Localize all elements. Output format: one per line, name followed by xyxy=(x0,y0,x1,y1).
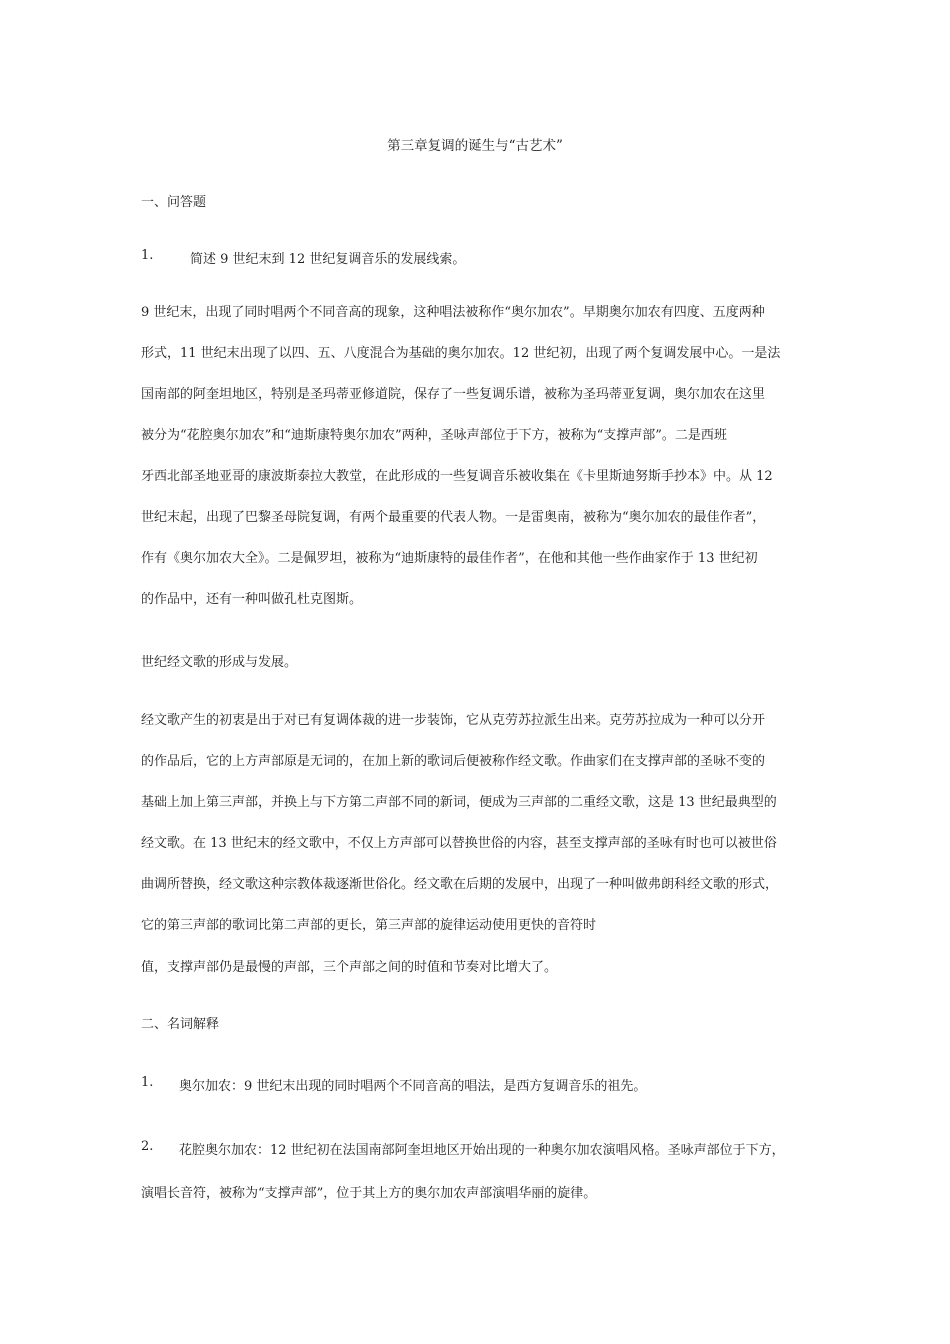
answer-paragraph-2 xyxy=(141,700,821,946)
question-text-2: 世纪经文歌的形成与发展。 xyxy=(141,655,298,670)
answer-line: 曲调所替换，经文歌这种宗教体裁逐渐世俗化。经文歌在后期的发展中，出现了一种叫做弗朗科经文歌的形式， xyxy=(141,877,779,892)
term-definition-continued: 演唱长音符，被称为“支撑声部”，位于其上方的奥尔加农声部演唱华丽的旋律。 xyxy=(141,1186,597,1201)
section-heading-terms: 二、名词解释 xyxy=(141,1017,220,1032)
page-title: 第三章复调的诞生与“古艺术” xyxy=(387,138,563,154)
answer-line-tail: 值，支撑声部仍是最慢的声部，三个声部之间的时值和节奏对比增大了。 xyxy=(141,960,558,975)
answer-line: 牙西北部圣地亚哥的康波斯泰拉大教堂，在此形成的一些复调音乐被收集在《卡里斯迪努斯手抄本》中。从 12 xyxy=(141,469,773,484)
answer-line: 的作品中，还有一种叫做孔杜克图斯。 xyxy=(141,592,363,607)
term-definition: 花腔奥尔加农：12 世纪初在法国南部阿奎坦地区开始出现的一种奥尔加农演唱风格。圣咏声部位于下方， xyxy=(179,1143,785,1158)
answer-line: 9 世纪末，出现了同时唱两个不同音高的现象，这种唱法被称作“奥尔加农”。早期奥尔加农有四度、五度两种 xyxy=(141,305,765,320)
answer-line: 作有《奥尔加农大全》。二是佩罗坦，被称为“迪斯康特的最佳作者”，在他和其他一些作曲家作于 13 世纪初 xyxy=(141,551,758,566)
section-heading-qa: 一、问答题 xyxy=(141,195,207,210)
answer-line: 的作品后，它的上方声部原是无词的，在加上新的歌词后便被称作经文歌。作曲家们在支撑声部的圣咏不变的 xyxy=(141,754,766,769)
answer-line: 世纪末起，出现了巴黎圣母院复调，有两个最重要的代表人物。一是雷奥南，被称为“奥尔加农的最佳作者”， xyxy=(141,510,766,525)
question-text: 简述 9 世纪末到 12 世纪复调音乐的发展线索。 xyxy=(190,252,466,267)
answer-line: 它的第三声部的歌词比第二声部的更长，第三声部的旋律运动使用更快的音符时 xyxy=(141,918,597,933)
term-definition: 奥尔加农：9 世纪末出现的同时唱两个不同音高的唱法，是西方复调音乐的祖先。 xyxy=(179,1079,647,1094)
answer-line: 经文歌。在 13 世纪末的经文歌中，不仅上方声部可以替换世俗的内容，甚至支撑声部的圣咏有时也可以被世俗 xyxy=(141,836,777,851)
answer-line: 形式，11 世纪末出现了以四、五、八度混合为基础的奥尔加农。12 世纪初，出现了两个复调发展中心。一是法 xyxy=(141,346,781,361)
answer-line: 基础上加上第三声部，并换上与下方第二声部不同的新词，便成为三声部的二重经文歌，这是 13 世纪最典型的 xyxy=(141,795,777,810)
answer-line: 国南部的阿奎坦地区，特别是圣玛蒂亚修道院，保存了一些复调乐谱，被称为圣玛蒂亚复调，奥尔加农在这里 xyxy=(141,387,766,402)
answer-line: 被分为“花腔奥尔加农”和“迪斯康特奥尔加农”两种，圣咏声部位于下方，被称为“支撑声部”。二是西班 xyxy=(141,428,727,443)
term-number: 1. xyxy=(141,1075,154,1090)
answer-line: 经文歌产生的初衷是出于对已有复调体裁的进一步装饰，它从克劳苏拉派生出来。克劳苏拉成为一种可以分开 xyxy=(141,713,766,728)
answer-paragraph-1 xyxy=(141,292,821,620)
question-number: 1. xyxy=(141,248,154,263)
term-number: 2. xyxy=(141,1139,154,1154)
